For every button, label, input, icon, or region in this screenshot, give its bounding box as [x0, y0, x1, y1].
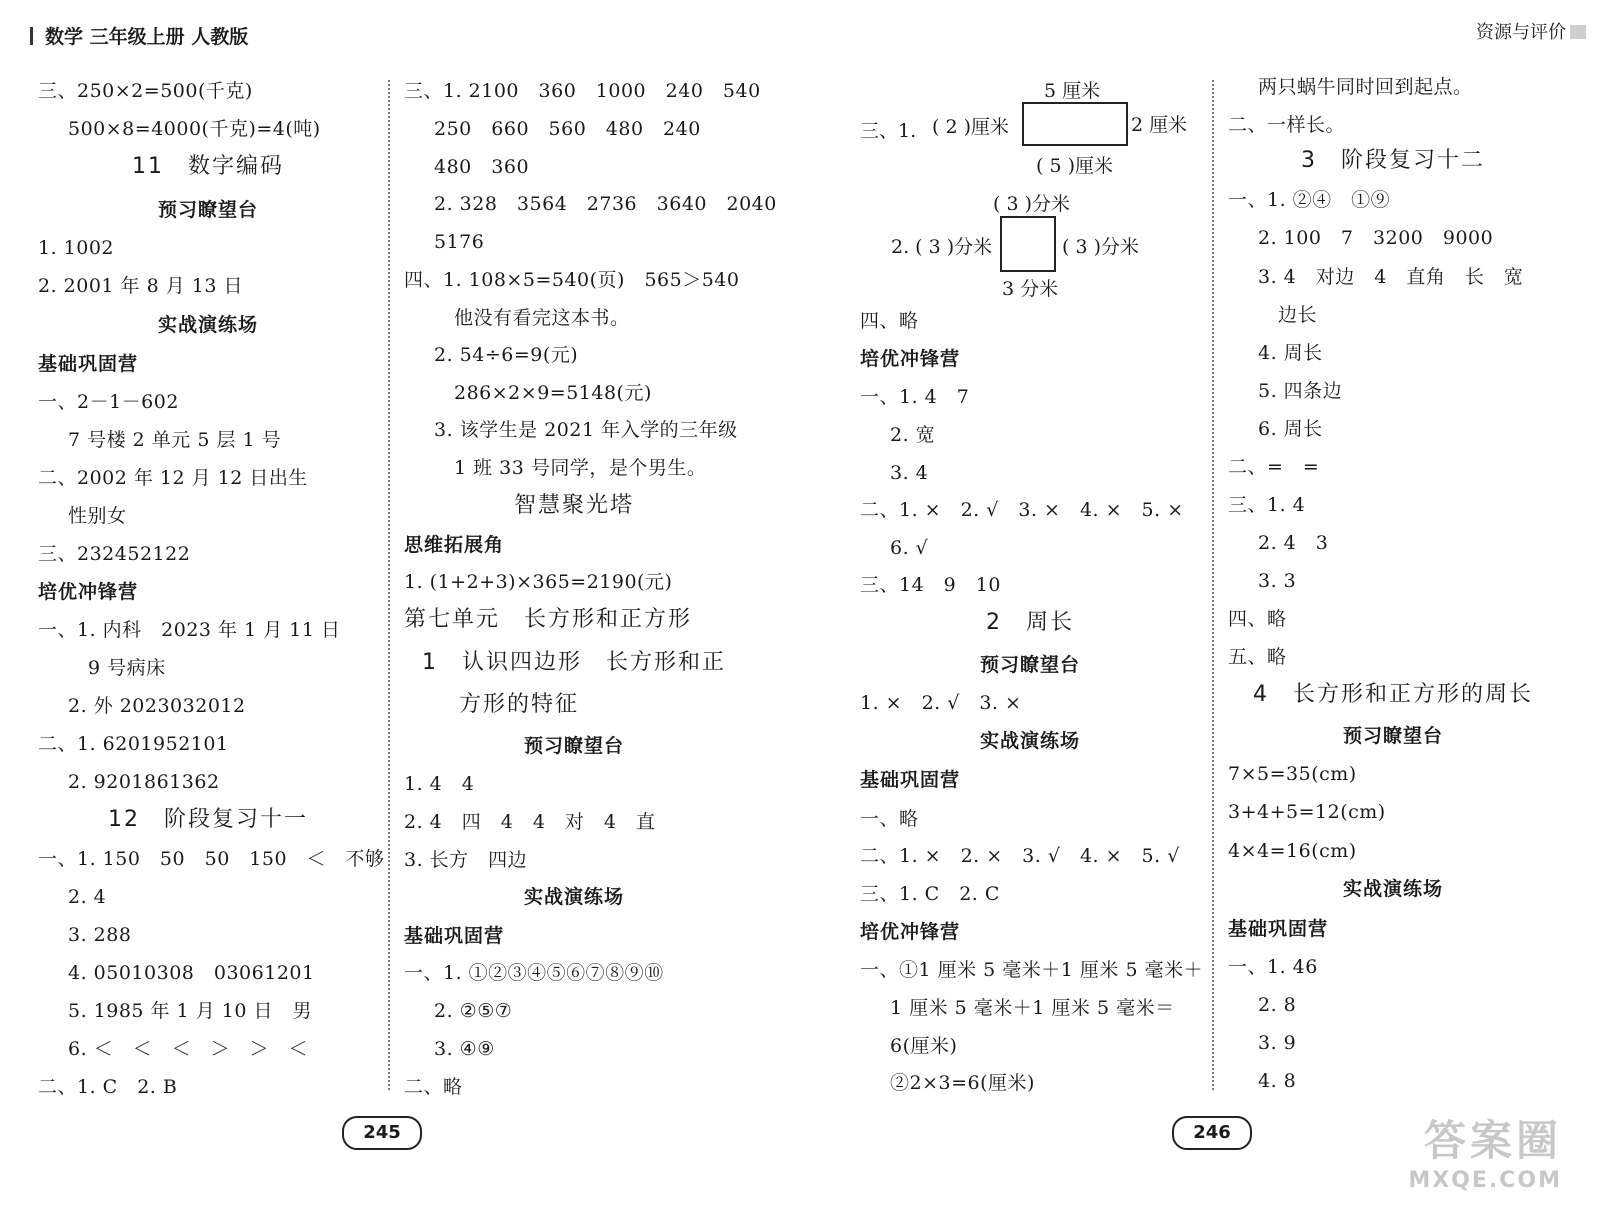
- section-heading: 11 数字编码: [132, 154, 284, 179]
- answer-line: 1 班 33 号同学，是个男生。: [454, 457, 707, 479]
- answer-line: 2. 4 四 4 4 对 4 直: [404, 811, 656, 833]
- watermark-url: MXQE.COM: [1408, 1168, 1562, 1193]
- figure-label-prefix: 三、1.: [860, 120, 917, 142]
- category-heading: 培优冲锋营: [860, 921, 961, 943]
- watermark-text: 答案圈: [1423, 1116, 1562, 1165]
- subsection-heading: 实战演练场: [1342, 878, 1443, 900]
- subsection-heading: 预习瞭望台: [979, 654, 1080, 676]
- answer-line: 性别女: [68, 505, 127, 527]
- answer-line: 3. 9: [1258, 1032, 1297, 1054]
- answer-line: 2. 宽: [890, 424, 936, 446]
- answer-line: 3. 4: [890, 462, 929, 484]
- answer-line: 二、略: [404, 1076, 463, 1098]
- page-number-left: 245: [342, 1116, 422, 1150]
- category-heading: 培优冲锋营: [860, 348, 961, 370]
- figure-label-right: ( 3 )分米: [1062, 236, 1139, 258]
- answer-line: 二、一样长。: [1228, 114, 1346, 136]
- answer-line: 2. 54÷6=9(元): [434, 344, 579, 366]
- answer-line: 边长: [1278, 304, 1318, 326]
- section-heading: 智慧聚光塔: [513, 493, 634, 518]
- figure-label-left: 2. ( 3 )分米: [891, 236, 993, 258]
- answer-line: 他没有看完这本书。: [454, 307, 630, 329]
- answer-line: 7 号楼 2 单元 5 层 1 号: [68, 429, 282, 451]
- answer-line: 6. 周长: [1258, 418, 1323, 440]
- answer-line: 500×8=4000(千克)=4(吨): [68, 118, 321, 140]
- section-heading: 2 周长: [986, 610, 1074, 635]
- category-heading: 基础巩固营: [860, 769, 961, 791]
- answer-line: 一、略: [860, 808, 919, 830]
- answer-line: 2. 外 2023032012: [68, 695, 246, 717]
- book-header: [30, 22, 248, 49]
- column-divider-left: [388, 80, 390, 1090]
- answer-line: 一、1. ①②③④⑤⑥⑦⑧⑨⑩: [404, 962, 664, 984]
- answer-line: 2. 8: [1258, 994, 1297, 1016]
- answer-line: 1. × 2. √ 3. ×: [860, 692, 1022, 714]
- subsection-heading: 实战演练场: [523, 886, 624, 908]
- answer-line: 一、1. 内科 2023 年 1 月 11 日: [38, 619, 341, 641]
- category-heading: 培优冲锋营: [38, 581, 139, 603]
- answer-line: 一、1. 4 7: [860, 386, 970, 408]
- section-heading: 4 长方形和正方形的周长: [1253, 682, 1533, 707]
- answer-line: 二、1. × 2. × 3. √ 4. × 5. √: [860, 845, 1180, 867]
- answer-line: 6(厘米): [890, 1035, 958, 1057]
- figure-label-bottom: 3 分米: [1002, 278, 1059, 300]
- book-title: 数学 三年级上册 人教版: [45, 26, 249, 48]
- answer-line: 2. 9201861362: [68, 771, 220, 793]
- answer-line: 3. 288: [68, 924, 132, 946]
- answer-line: 二、1. × 2. √ 3. × 4. × 5. ×: [860, 499, 1184, 521]
- answer-line: 一、2－1－602: [38, 391, 179, 413]
- section-heading: 12 阶段复习十一: [108, 807, 308, 832]
- answer-line: 480 360: [434, 156, 530, 178]
- answer-line: 2. 328 3564 2736 3640 2040: [434, 193, 777, 215]
- answer-line: 286×2×9=5148(元): [454, 382, 652, 404]
- answer-line: 三、14 9 10: [860, 574, 1001, 596]
- section-heading: 1 认识四边形 长方形和正: [422, 650, 726, 675]
- answer-line: 二、2002 年 12 月 12 日出生: [38, 467, 308, 489]
- answer-line: 6. ＜ ＜ ＜ ＞ ＞ ＜: [68, 1038, 309, 1060]
- category-heading: 基础巩固营: [38, 353, 139, 375]
- answer-line: 3. 3: [1258, 570, 1297, 592]
- answer-line: 9 号病床: [88, 657, 166, 679]
- answer-line: 4. 8: [1258, 1070, 1297, 1092]
- answer-line: 两只蜗牛同时回到起点。: [1258, 76, 1473, 98]
- answer-line: 5. 1985 年 1 月 10 日 男: [68, 1000, 312, 1022]
- answer-line: 2. 100 7 3200 9000: [1258, 227, 1494, 249]
- answer-line: 二、= =: [1228, 456, 1320, 478]
- answer-line: 3+4+5=12(cm): [1228, 801, 1386, 823]
- answer-line: 2. 2001 年 8 月 13 日: [38, 275, 243, 297]
- answer-line: 2. ②⑤⑦: [434, 1000, 513, 1022]
- answer-line: 1. 4 4: [404, 773, 475, 795]
- watermark-logo: [1408, 1108, 1562, 1193]
- answer-line: 4. 周长: [1258, 342, 1323, 364]
- unit-heading: 第七单元 长方形和正方形: [404, 607, 693, 632]
- header-logo-icon: [1570, 25, 1586, 39]
- answer-line: 三、1. 4: [1228, 494, 1306, 516]
- answer-line: 五、略: [1228, 646, 1287, 668]
- answer-line: ②2×3=6(厘米): [890, 1072, 1035, 1094]
- subsection-heading: 实战演练场: [979, 730, 1080, 752]
- series-header: [1476, 18, 1586, 44]
- answer-line: 3. 该学生是 2021 年入学的三年级: [434, 419, 738, 441]
- category-heading: 基础巩固营: [404, 925, 505, 947]
- answer-line: 4. 05010308 03061201: [68, 962, 315, 984]
- series-title: 资源与评价: [1476, 22, 1566, 43]
- answer-line: 2. 4: [68, 886, 107, 908]
- answer-line: 三、1. C 2. C: [860, 883, 1000, 905]
- answer-line: 5176: [434, 231, 485, 253]
- answer-line: 1. 1002: [38, 237, 115, 259]
- answer-line: 四、1. 108×5=540(页) 565＞540: [404, 269, 740, 291]
- page-number-right: 246: [1172, 1116, 1252, 1150]
- section-heading-cont: 方形的特征: [459, 692, 580, 717]
- subsection-heading: 实战演练场: [157, 314, 258, 336]
- answer-line: 1 厘米 5 毫米＋1 厘米 5 毫米＝: [890, 997, 1175, 1019]
- answer-line: 三、1. 2100 360 1000 240 540: [404, 80, 761, 102]
- figure-label-top: 5 厘米: [1044, 80, 1101, 102]
- answer-line: 3. 4 对边 4 直角 长 宽: [1258, 266, 1524, 288]
- figure-label-right: 2 厘米: [1131, 114, 1188, 136]
- answer-line: 四、略: [1228, 608, 1287, 630]
- subsection-heading: 预习瞭望台: [157, 199, 258, 221]
- category-heading: 思维拓展角: [404, 534, 505, 556]
- answer-line: 一、①1 厘米 5 毫米＋1 厘米 5 毫米＋: [860, 959, 1204, 981]
- answer-line: 3. ④⑨: [434, 1038, 495, 1060]
- subsection-heading: 预习瞭望台: [1342, 725, 1443, 747]
- section-heading: 3 阶段复习十二: [1301, 148, 1485, 173]
- answer-line: 一、1. ②④ ①⑨: [1228, 189, 1391, 211]
- answer-line: 5. 四条边: [1258, 380, 1343, 402]
- answer-line: 三、232452122: [38, 543, 191, 565]
- column-divider-right: [1212, 80, 1214, 1090]
- answer-line: 三、250×2=500(千克): [38, 80, 253, 102]
- answer-line: 二、1. 6201952101: [38, 733, 229, 755]
- answer-line: 6. √: [890, 537, 929, 559]
- answer-line: 3. 长方 四边: [404, 849, 528, 871]
- answer-line: 4×4=16(cm): [1228, 840, 1357, 862]
- answer-line: 250 660 560 480 240: [434, 118, 701, 140]
- category-heading: 基础巩固营: [1228, 918, 1329, 940]
- figure-label-top: ( 3 )分米: [993, 193, 1070, 215]
- square-shape: [1000, 216, 1056, 272]
- subsection-heading: 预习瞭望台: [523, 735, 624, 757]
- answer-line: 四、略: [860, 310, 919, 332]
- answer-line: 2. 4 3: [1258, 532, 1329, 554]
- answer-line: 一、1. 46: [1228, 956, 1318, 978]
- header-mark: [30, 27, 33, 45]
- figure-label-left: ( 2 )厘米: [932, 116, 1009, 138]
- figure-label-bottom: ( 5 )厘米: [1036, 155, 1113, 177]
- answer-line: 1. (1+2+3)×365=2190(元): [404, 571, 673, 593]
- answer-line: 一、1. 150 50 50 150 ＜ 不够: [38, 848, 385, 870]
- answer-line: 二、1. C 2. B: [38, 1076, 178, 1098]
- answer-line: 7×5=35(cm): [1228, 763, 1357, 785]
- rectangle-shape: [1022, 102, 1128, 146]
